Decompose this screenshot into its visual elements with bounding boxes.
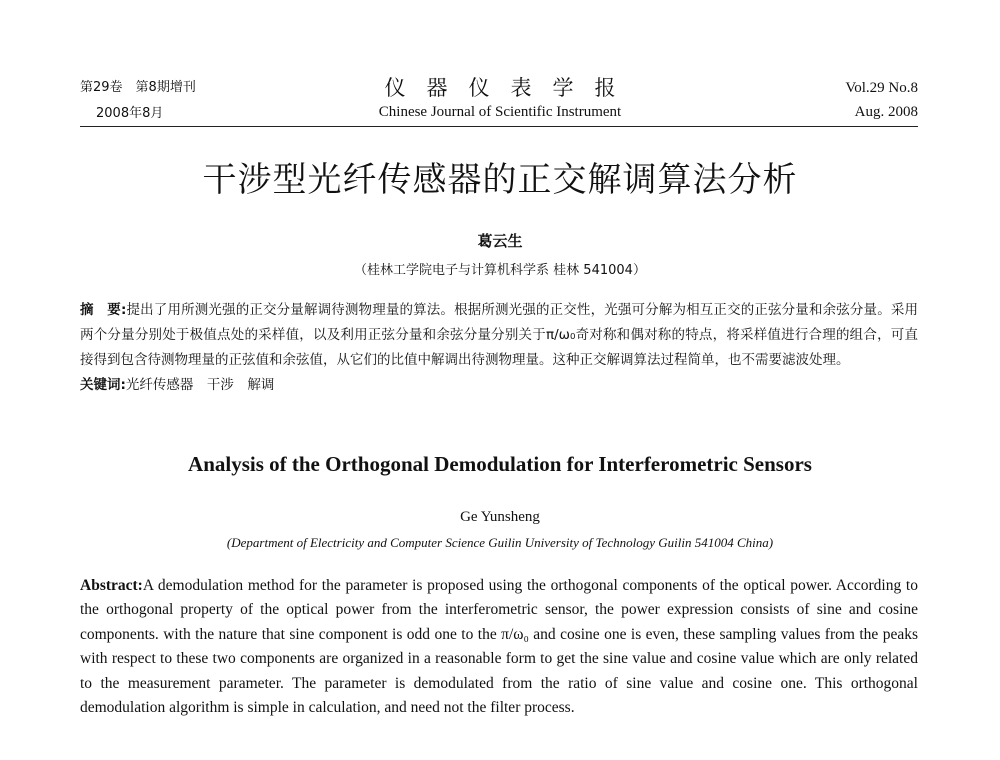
journal-title-cn: 仪 器 仪 表 学 报 <box>384 76 616 100</box>
journal-title-en: Chinese Journal of Scientific Instrument <box>378 104 622 120</box>
date-en: Aug. 2008 <box>854 104 918 120</box>
date-cn: 2008年8月 <box>96 106 164 121</box>
header-rule <box>80 126 918 127</box>
author-en: Ge Yunsheng <box>460 509 540 525</box>
keywords-cn: 光纤传感器 干涉 解调 <box>125 377 275 393</box>
abstract-text-en: A demodulation method for the parameter is proposed using the orthogonal components of the optical power. According to the orthogonal property of the optical power from the interferometric sensor, the power expression consists of sine and cosine components. with the nature that sine component is odd one to the π/ω₀ and cosine one is even, these sampling values from the peaks with respect to these two components are organized in a reasonable form to get the sine value and cosine value which are only related to the measurement parameter. The parameter is demodulated from the ratio of sine value and cosine one. This orthogonal demodulation algorithm is simple in calculation, and need not the filter process. <box>80 577 918 717</box>
volume-issue-cn: 第29卷 第8期增刊 <box>80 80 196 95</box>
paper-title-en: Analysis of the Orthogonal Demodulation for Interferometric Sensors <box>188 452 812 476</box>
affiliation-cn: （桂林工学院电子与计算机科学系 桂林 541004） <box>354 263 646 278</box>
abstract-cn <box>80 298 918 398</box>
keywords-label-cn: 关键词: <box>80 377 126 393</box>
abstract-text-cn: 提出了用所测光强的正交分量解调待测物理量的算法。根据所测光强的正交性，光强可分解为相互正交的正弦分量和余弦分量。采用两个分量分别处于极值点处的采样值，以及利用正弦分量和余弦分量分别关于π/ω₀奇对称和偶对称的特点，将采样值进行合理的组合，可直接得到包含待测物理量的正弦值和余弦值，从它们的比值中解调出待测物理量。这种正交解调算法过程简单，也不需要滤波处理。 <box>80 302 919 368</box>
abstract-label-cn: 摘 要: <box>80 302 127 318</box>
volume-issue-en: Vol.29 No.8 <box>845 80 918 96</box>
abstract-label-en: Abstract: <box>80 577 143 594</box>
affiliation-en: (Department of Electricity and Computer Science Guilin University of Technology Guilin 541004 China) <box>226 535 774 550</box>
abstract-en <box>80 574 918 720</box>
paper-title-cn: 干涉型光纤传感器的正交解调算法分析 <box>202 160 798 200</box>
author-cn: 葛云生 <box>477 232 523 250</box>
